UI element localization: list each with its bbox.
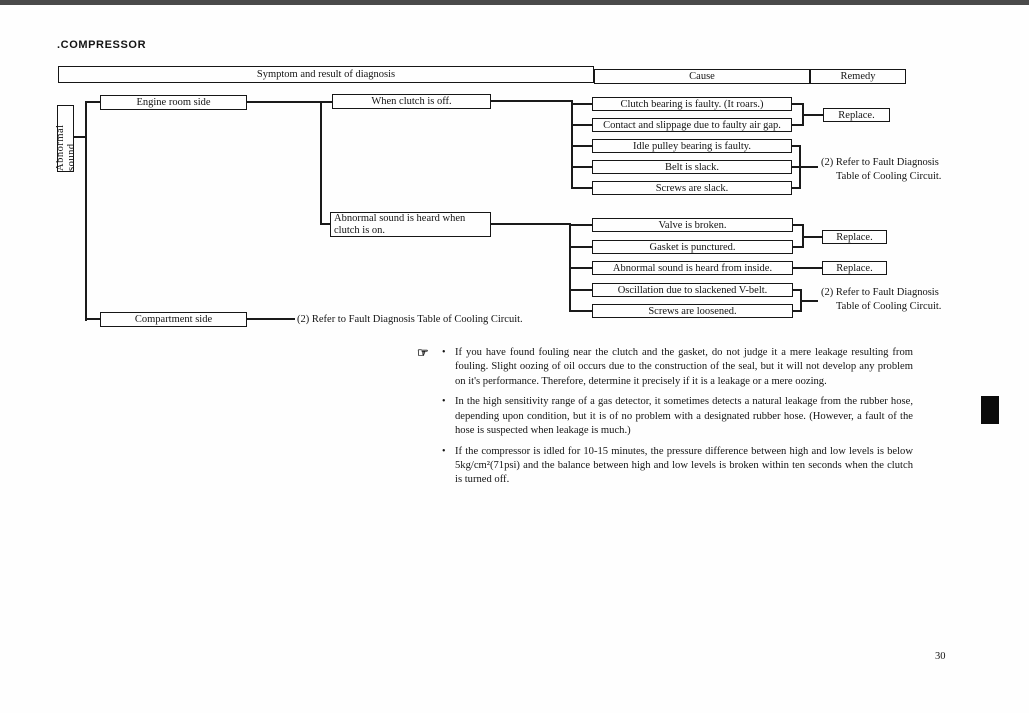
header-remedy bbox=[810, 69, 906, 84]
cause-box-oscillation-vbelt bbox=[592, 283, 793, 297]
flow-box-compartment-side bbox=[100, 312, 247, 327]
flow-box-label: Abnormal sound is heard when clutch is on. bbox=[334, 213, 466, 236]
header-cause bbox=[594, 69, 810, 84]
connector-line bbox=[85, 101, 100, 103]
connector-line bbox=[571, 187, 592, 189]
connector-line bbox=[569, 289, 592, 291]
header-symptom bbox=[58, 66, 594, 83]
notes-list bbox=[442, 346, 913, 494]
connector-line bbox=[491, 223, 571, 225]
cause-box-screws-slack bbox=[592, 181, 792, 195]
cause-box-gasket-punctured bbox=[592, 240, 793, 254]
page-top-rule bbox=[0, 0, 1029, 5]
cause-label: Idle pulley bearing is faulty. bbox=[633, 140, 751, 152]
connector-line bbox=[802, 300, 818, 302]
remedy-label: Replace. bbox=[838, 109, 875, 121]
connector-line bbox=[247, 318, 295, 320]
note-text: If you have found fouling near the clutch and the gasket, do not judge it a mere leakage resulting from fouling. Slight oozing of oil occurs due to the construction of the seal, but it will not develop any problem on it's performance. Therefore, determine it precisely if it is a leakage or a mere oozing. bbox=[455, 347, 913, 387]
refer-line: Table of Cooling Circuit. bbox=[836, 300, 942, 312]
bullet-icon: • bbox=[442, 347, 446, 358]
connector-line bbox=[571, 145, 592, 147]
note-text: In the high sensitivity range of a gas detector, it sometimes detects a natural leakage from the rubber hose, depending upon condition, but it is of no problem with a designated rubber hose. (However, a fault of the hose is suspected when leakage is much.) bbox=[455, 396, 913, 436]
header-symptom-label: Symptom and result of diagnosis bbox=[256, 69, 396, 80]
remedy-label: Replace. bbox=[836, 231, 873, 243]
cause-label: Oscillation due to slackened V-belt. bbox=[617, 284, 768, 296]
cause-label: Screws are slack. bbox=[655, 182, 729, 194]
bullet-icon: • bbox=[442, 396, 446, 408]
page-number: 30 bbox=[935, 651, 946, 662]
connector-line bbox=[793, 267, 822, 269]
refer-line: (2) Refer to Fault Diagnosis bbox=[821, 287, 939, 298]
note-item bbox=[442, 346, 913, 389]
flow-box-label: Compartment side bbox=[134, 314, 213, 325]
flow-box-when-clutch-off bbox=[332, 94, 491, 109]
cause-box-contact-slippage bbox=[592, 118, 792, 132]
cause-label: Clutch bearing is faulty. (It roars.) bbox=[620, 98, 764, 110]
connector-line bbox=[569, 310, 592, 312]
cause-box-belt-slack bbox=[592, 160, 792, 174]
flow-box-label: When clutch is off. bbox=[371, 96, 452, 107]
cause-label: Abnormal sound is heard from inside. bbox=[612, 262, 773, 274]
header-cause-label: Cause bbox=[689, 71, 715, 82]
cause-label: Screws are loosened. bbox=[648, 305, 737, 317]
connector-line bbox=[571, 103, 592, 105]
page-title: .COMPRESSOR bbox=[57, 39, 147, 51]
cause-label: Valve is broken. bbox=[658, 219, 727, 231]
remedy-box-replace-1 bbox=[823, 108, 890, 122]
connector-line bbox=[804, 236, 822, 238]
connector-line bbox=[571, 124, 592, 126]
remedy-label: Replace. bbox=[836, 262, 873, 274]
connector-line bbox=[491, 100, 573, 102]
compartment-refer-note bbox=[297, 313, 523, 327]
cause-box-idle-pulley bbox=[592, 139, 792, 153]
pointing-hand-icon: ☞ bbox=[417, 345, 429, 360]
section-index-tab bbox=[981, 396, 999, 424]
refer-line: Table of Cooling Circuit. bbox=[836, 170, 942, 182]
remedy-refer-note-1 bbox=[821, 156, 941, 183]
header-remedy-label: Remedy bbox=[840, 71, 876, 82]
connector-line bbox=[804, 114, 823, 116]
connector-line bbox=[569, 267, 592, 269]
flow-box-abnormal-sound-clutch-on bbox=[330, 212, 491, 237]
refer-line: (2) Refer to Fault Diagnosis Table of Cooling Circuit. bbox=[297, 314, 523, 325]
flow-root-label: Abnormal sound bbox=[54, 124, 77, 171]
connector-line bbox=[320, 223, 330, 225]
cause-box-sound-inside bbox=[592, 261, 793, 275]
connector-line bbox=[85, 318, 100, 320]
connector-line bbox=[801, 166, 818, 168]
note-item bbox=[442, 395, 913, 438]
cause-box-screws-loosened bbox=[592, 304, 793, 318]
cause-box-clutch-bearing bbox=[592, 97, 792, 111]
bullet-icon: • bbox=[442, 445, 446, 457]
remedy-box-replace-2 bbox=[822, 230, 887, 244]
cause-label: Gasket is punctured. bbox=[649, 241, 736, 253]
note-text: If the compressor is idled for 10-15 minutes, the pressure difference between high and low levels is below 5kg/cm²(71psi) and the balance between high and low levels is broken within ten seconds when the clutch is turned off. bbox=[455, 445, 913, 486]
connector-line bbox=[569, 224, 592, 226]
notes-section bbox=[417, 346, 913, 494]
cause-label: Belt is slack. bbox=[665, 161, 719, 173]
connector-line bbox=[85, 101, 87, 321]
cause-label: Contact and slippage due to faulty air gap. bbox=[603, 119, 781, 131]
flow-box-engine-room-side bbox=[100, 95, 247, 110]
connector-line bbox=[569, 246, 592, 248]
flow-root-abnormal-sound bbox=[54, 105, 77, 172]
cause-box-valve-broken bbox=[592, 218, 793, 232]
refer-line: (2) Refer to Fault Diagnosis bbox=[821, 157, 939, 168]
remedy-refer-note-2 bbox=[821, 286, 941, 313]
flow-box-label: Engine room side bbox=[136, 97, 211, 108]
connector-line bbox=[320, 101, 322, 225]
remedy-box-replace-3 bbox=[822, 261, 887, 275]
connector-line bbox=[571, 166, 592, 168]
note-item bbox=[442, 445, 913, 488]
